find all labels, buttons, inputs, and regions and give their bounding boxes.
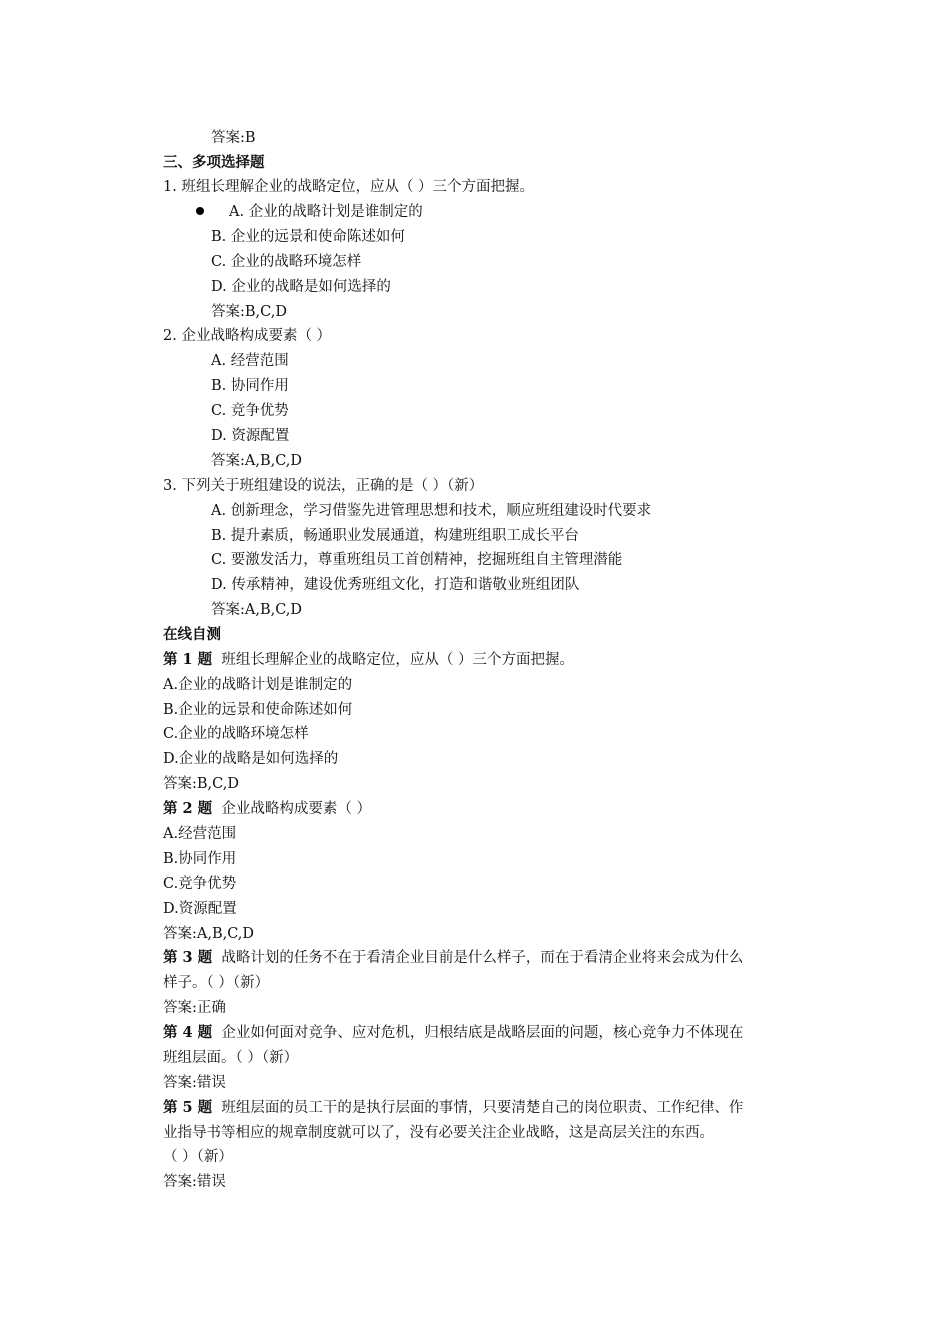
question-1-option-d: D. 企业的战略是如何选择的 bbox=[211, 279, 391, 295]
self-test-q1-option-d: D.企业的战略是如何选择的 bbox=[163, 751, 339, 767]
bullet-dot-icon bbox=[196, 207, 204, 215]
self-test-q1-answer: 答案:B,C,D bbox=[163, 776, 239, 792]
question-text: 战略计划的任务不在于看清企业目前是什么样子，而在于看清企业将来会成为什么 bbox=[221, 950, 744, 966]
self-test-q4-text-continued: 班组层面。（ ）（新） bbox=[163, 1050, 299, 1066]
question-3-option-d: D. 传承精神，建设优秀班组文化，打造和谐敬业班组团队 bbox=[211, 577, 580, 593]
self-test-question-2 bbox=[163, 799, 371, 819]
question-2-text: 2. 企业战略构成要素（ ） bbox=[163, 328, 332, 344]
self-test-q2-option-a: A.经营范围 bbox=[163, 826, 237, 842]
self-test-q1-option-a: A.企业的战略计划是谁制定的 bbox=[163, 677, 353, 693]
section-heading: 三、多项选择题 bbox=[163, 154, 265, 171]
question-3-option-b: B. 提升素质，畅通职业发展通道，构建班组职工成长平台 bbox=[211, 528, 579, 544]
self-test-question-4 bbox=[163, 1023, 743, 1043]
question-2-option-c: C. 竞争优势 bbox=[211, 403, 289, 419]
question-1-option-c: C. 企业的战略环境怎样 bbox=[211, 254, 362, 270]
question-1-option-b: B. 企业的远景和使命陈述如何 bbox=[211, 229, 405, 245]
question-1-text: 1. 班组长理解企业的战略定位，应从（ ）三个方面把握。 bbox=[163, 179, 535, 195]
self-test-q2-option-c: C.竞争优势 bbox=[163, 876, 237, 892]
question-text: 班组层面的员工干的是执行层面的事情，只要清楚自己的岗位职责、工作纪律、作 bbox=[221, 1100, 744, 1116]
question-3-option-a: A. 创新理念，学习借鉴先进管理思想和技术，顺应班组建设时代要求 bbox=[211, 503, 652, 519]
self-test-q5-answer: 答案:错误 bbox=[163, 1174, 226, 1190]
self-test-q5-text-continued-2: （ ）（新） bbox=[163, 1149, 233, 1165]
question-text: 企业战略构成要素（ ） bbox=[221, 801, 372, 817]
question-text: 班组长理解企业的战略定位，应从（ ）三个方面把握。 bbox=[221, 652, 575, 668]
self-test-q2-option-b: B.协同作用 bbox=[163, 851, 237, 867]
self-test-heading: 在线自测 bbox=[163, 626, 221, 643]
question-number: 第 4 题 bbox=[163, 1024, 213, 1041]
self-test-q3-text-continued: 样子。（ ）（新） bbox=[163, 975, 270, 991]
self-test-q1-option-c: C.企业的战略环境怎样 bbox=[163, 726, 309, 742]
self-test-question-1 bbox=[163, 650, 574, 670]
question-number: 第 5 题 bbox=[163, 1099, 213, 1116]
self-test-q3-answer: 答案:正确 bbox=[163, 1000, 226, 1016]
question-number: 第 1 题 bbox=[163, 651, 213, 668]
self-test-question-3 bbox=[163, 948, 743, 968]
self-test-q4-answer: 答案:错误 bbox=[163, 1075, 226, 1091]
question-2-option-b: B. 协同作用 bbox=[211, 378, 289, 394]
question-3-text: 3. 下列关于班组建设的说法，正确的是（ ）（新） bbox=[163, 478, 484, 494]
question-2-option-a: A. 经营范围 bbox=[211, 353, 289, 369]
question-text: 企业如何面对竞争、应对危机，归根结底是战略层面的问题，核心竞争力不体现在 bbox=[221, 1025, 744, 1041]
question-3-answer: 答案:A,B,C,D bbox=[211, 602, 303, 618]
question-3-option-c: C. 要激发活力，尊重班组员工首创精神，挖掘班组自主管理潜能 bbox=[211, 552, 623, 568]
top-answer: 答案:B bbox=[211, 130, 256, 146]
self-test-q2-answer: 答案:A,B,C,D bbox=[163, 926, 255, 942]
self-test-question-5 bbox=[163, 1098, 743, 1118]
self-test-q1-option-b: B.企业的远景和使命陈述如何 bbox=[163, 702, 353, 718]
question-number: 第 3 题 bbox=[163, 949, 213, 966]
question-2-option-d: D. 资源配置 bbox=[211, 428, 290, 444]
question-number: 第 2 题 bbox=[163, 800, 213, 817]
question-1-answer: 答案:B,C,D bbox=[211, 304, 287, 320]
self-test-q5-text-continued: 业指导书等相应的规章制度就可以了，没有必要关注企业战略，这是高层关注的东西。 bbox=[163, 1125, 714, 1141]
self-test-q2-option-d: D.资源配置 bbox=[163, 901, 237, 917]
question-2-answer: 答案:A,B,C,D bbox=[211, 453, 303, 469]
question-1-option-a: A. 企业的战略计划是谁制定的 bbox=[229, 204, 423, 220]
